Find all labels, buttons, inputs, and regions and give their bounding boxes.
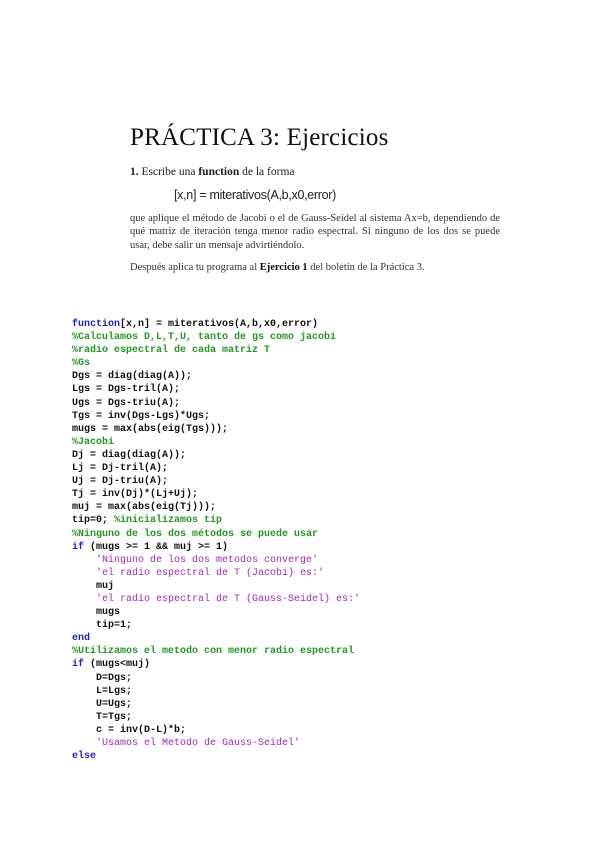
code-line [72, 462, 572, 475]
code-comment: %Calculamos D,L,T,U, tanto de gs como jacobi [72, 332, 337, 344]
code-comment: %Gs [72, 358, 91, 370]
code-keyword: end [72, 633, 91, 645]
code-text: Tj = inv(Dj)*(Lj+Uj); [72, 489, 199, 501]
code-text [72, 594, 96, 605]
code-line [72, 488, 572, 501]
code-line [72, 593, 572, 606]
followup-after: del boletín de la Práctica 3. [310, 262, 425, 273]
code-keyword: if [72, 541, 85, 553]
code-line [72, 645, 572, 658]
code-text: tip=1; [72, 620, 133, 632]
code-text: (mugs >= 1 && muj >= 1) [84, 541, 229, 553]
code-listing [72, 318, 572, 763]
code-keyword: function [72, 319, 121, 330]
code-text [72, 568, 96, 579]
code-text: Lj = Dj-tril(A); [72, 463, 169, 475]
code-line [72, 658, 572, 671]
code-comment: %radio espectral de cada matriz T [72, 345, 271, 357]
code-line [72, 318, 572, 331]
code-text: (mugs<muj) [84, 659, 151, 671]
code-text: [x,n] = miterativos(A,b,x0,error) [120, 319, 319, 330]
code-text: Tgs = inv(Dgs-Lgs)*Ugs; [72, 410, 211, 422]
code-line [72, 436, 572, 449]
code-string: 'Usamos el Metodo de Gauss-Seidel' [96, 738, 301, 749]
code-line [72, 750, 572, 763]
code-line [72, 423, 572, 436]
code-text: muj [72, 580, 115, 592]
code-line [72, 554, 572, 567]
code-line [72, 737, 572, 750]
code-line [72, 698, 572, 711]
code-text: Ugs = Dgs-triu(A); [72, 397, 181, 409]
exercise-number: 1. [130, 166, 139, 178]
page-title: PRÁCTICA 3: Ejercicios [130, 124, 389, 151]
code-line [72, 685, 572, 698]
code-line [72, 397, 572, 410]
code-text: tip=0; [72, 515, 115, 527]
code-line [72, 580, 572, 593]
followup-bold: Ejercicio 1 [259, 262, 308, 273]
code-line [72, 410, 572, 423]
code-text: c = inv(D-L)*b; [72, 724, 187, 736]
code-line [72, 606, 572, 619]
code-line [72, 331, 572, 344]
code-text: Uj = Dj-triu(A); [72, 476, 169, 488]
exercise-description: que aplique el método de Jacobi o el de Gauss-Seidel al sistema Ax=b, dependiendo de qué matriz de iteración tenga menor radio espectral. Si ninguno de los dos se puede usar, debe salir un mensaje advirtiéndolo. [130, 213, 500, 251]
function-signature: [x,n] = miterativos(A,b,x0,error) [174, 188, 337, 202]
code-string: 'el radio espectral de T (Jacobi) es:' [96, 567, 325, 579]
code-text [72, 555, 96, 566]
code-text: Lgs = Dgs-tril(A); [72, 384, 181, 396]
code-line [72, 370, 572, 383]
code-text: muj = max(abs(eig(Tj))); [72, 502, 217, 514]
code-text: mugs [72, 607, 121, 619]
exercise-intro-before: Escribe una [141, 166, 196, 178]
code-line [72, 449, 572, 462]
exercise-intro-after: de la forma [242, 166, 295, 178]
code-line [72, 344, 572, 357]
exercise-intro-bold: function [198, 166, 240, 178]
code-text: T=Tgs; [72, 711, 133, 723]
code-comment: %Jacobi [72, 436, 115, 448]
code-keyword: if [72, 659, 85, 671]
code-line [72, 619, 572, 632]
code-line [72, 501, 572, 514]
code-comment: %Utilizamos el metodo con menor radio espectral [72, 646, 355, 658]
code-line [72, 357, 572, 370]
code-comment: %inicializamos tip [114, 515, 223, 527]
code-line [72, 567, 572, 580]
exercise-followup [130, 262, 510, 273]
code-line [72, 724, 572, 737]
code-comment: %Ninguno de los dos métodos se puede usar [72, 528, 319, 540]
code-line [72, 383, 572, 396]
code-line [72, 475, 572, 488]
code-line [72, 711, 572, 724]
code-line [72, 632, 572, 645]
followup-before: Después aplica tu programa al [130, 262, 258, 273]
code-text: U=Ugs; [72, 698, 133, 710]
code-text: mugs = max(abs(eig(Tgs))); [72, 423, 229, 435]
code-string: 'Ninguno de los dos metodos converge' [96, 554, 319, 566]
code-text [72, 738, 96, 749]
code-line [72, 541, 572, 554]
code-string: 'el radio espectral de T (Gauss-Seidel) es:' [96, 593, 361, 605]
code-line [72, 528, 572, 541]
exercise-statement [130, 166, 295, 178]
code-text: Dgs = diag(diag(A)); [72, 371, 193, 383]
code-text: Dj = diag(diag(A)); [72, 449, 187, 461]
code-text: L=Lgs; [72, 685, 133, 697]
code-text: D=Dgs; [72, 672, 133, 684]
code-keyword: else [72, 751, 97, 763]
code-line [72, 672, 572, 685]
code-line [72, 514, 572, 527]
